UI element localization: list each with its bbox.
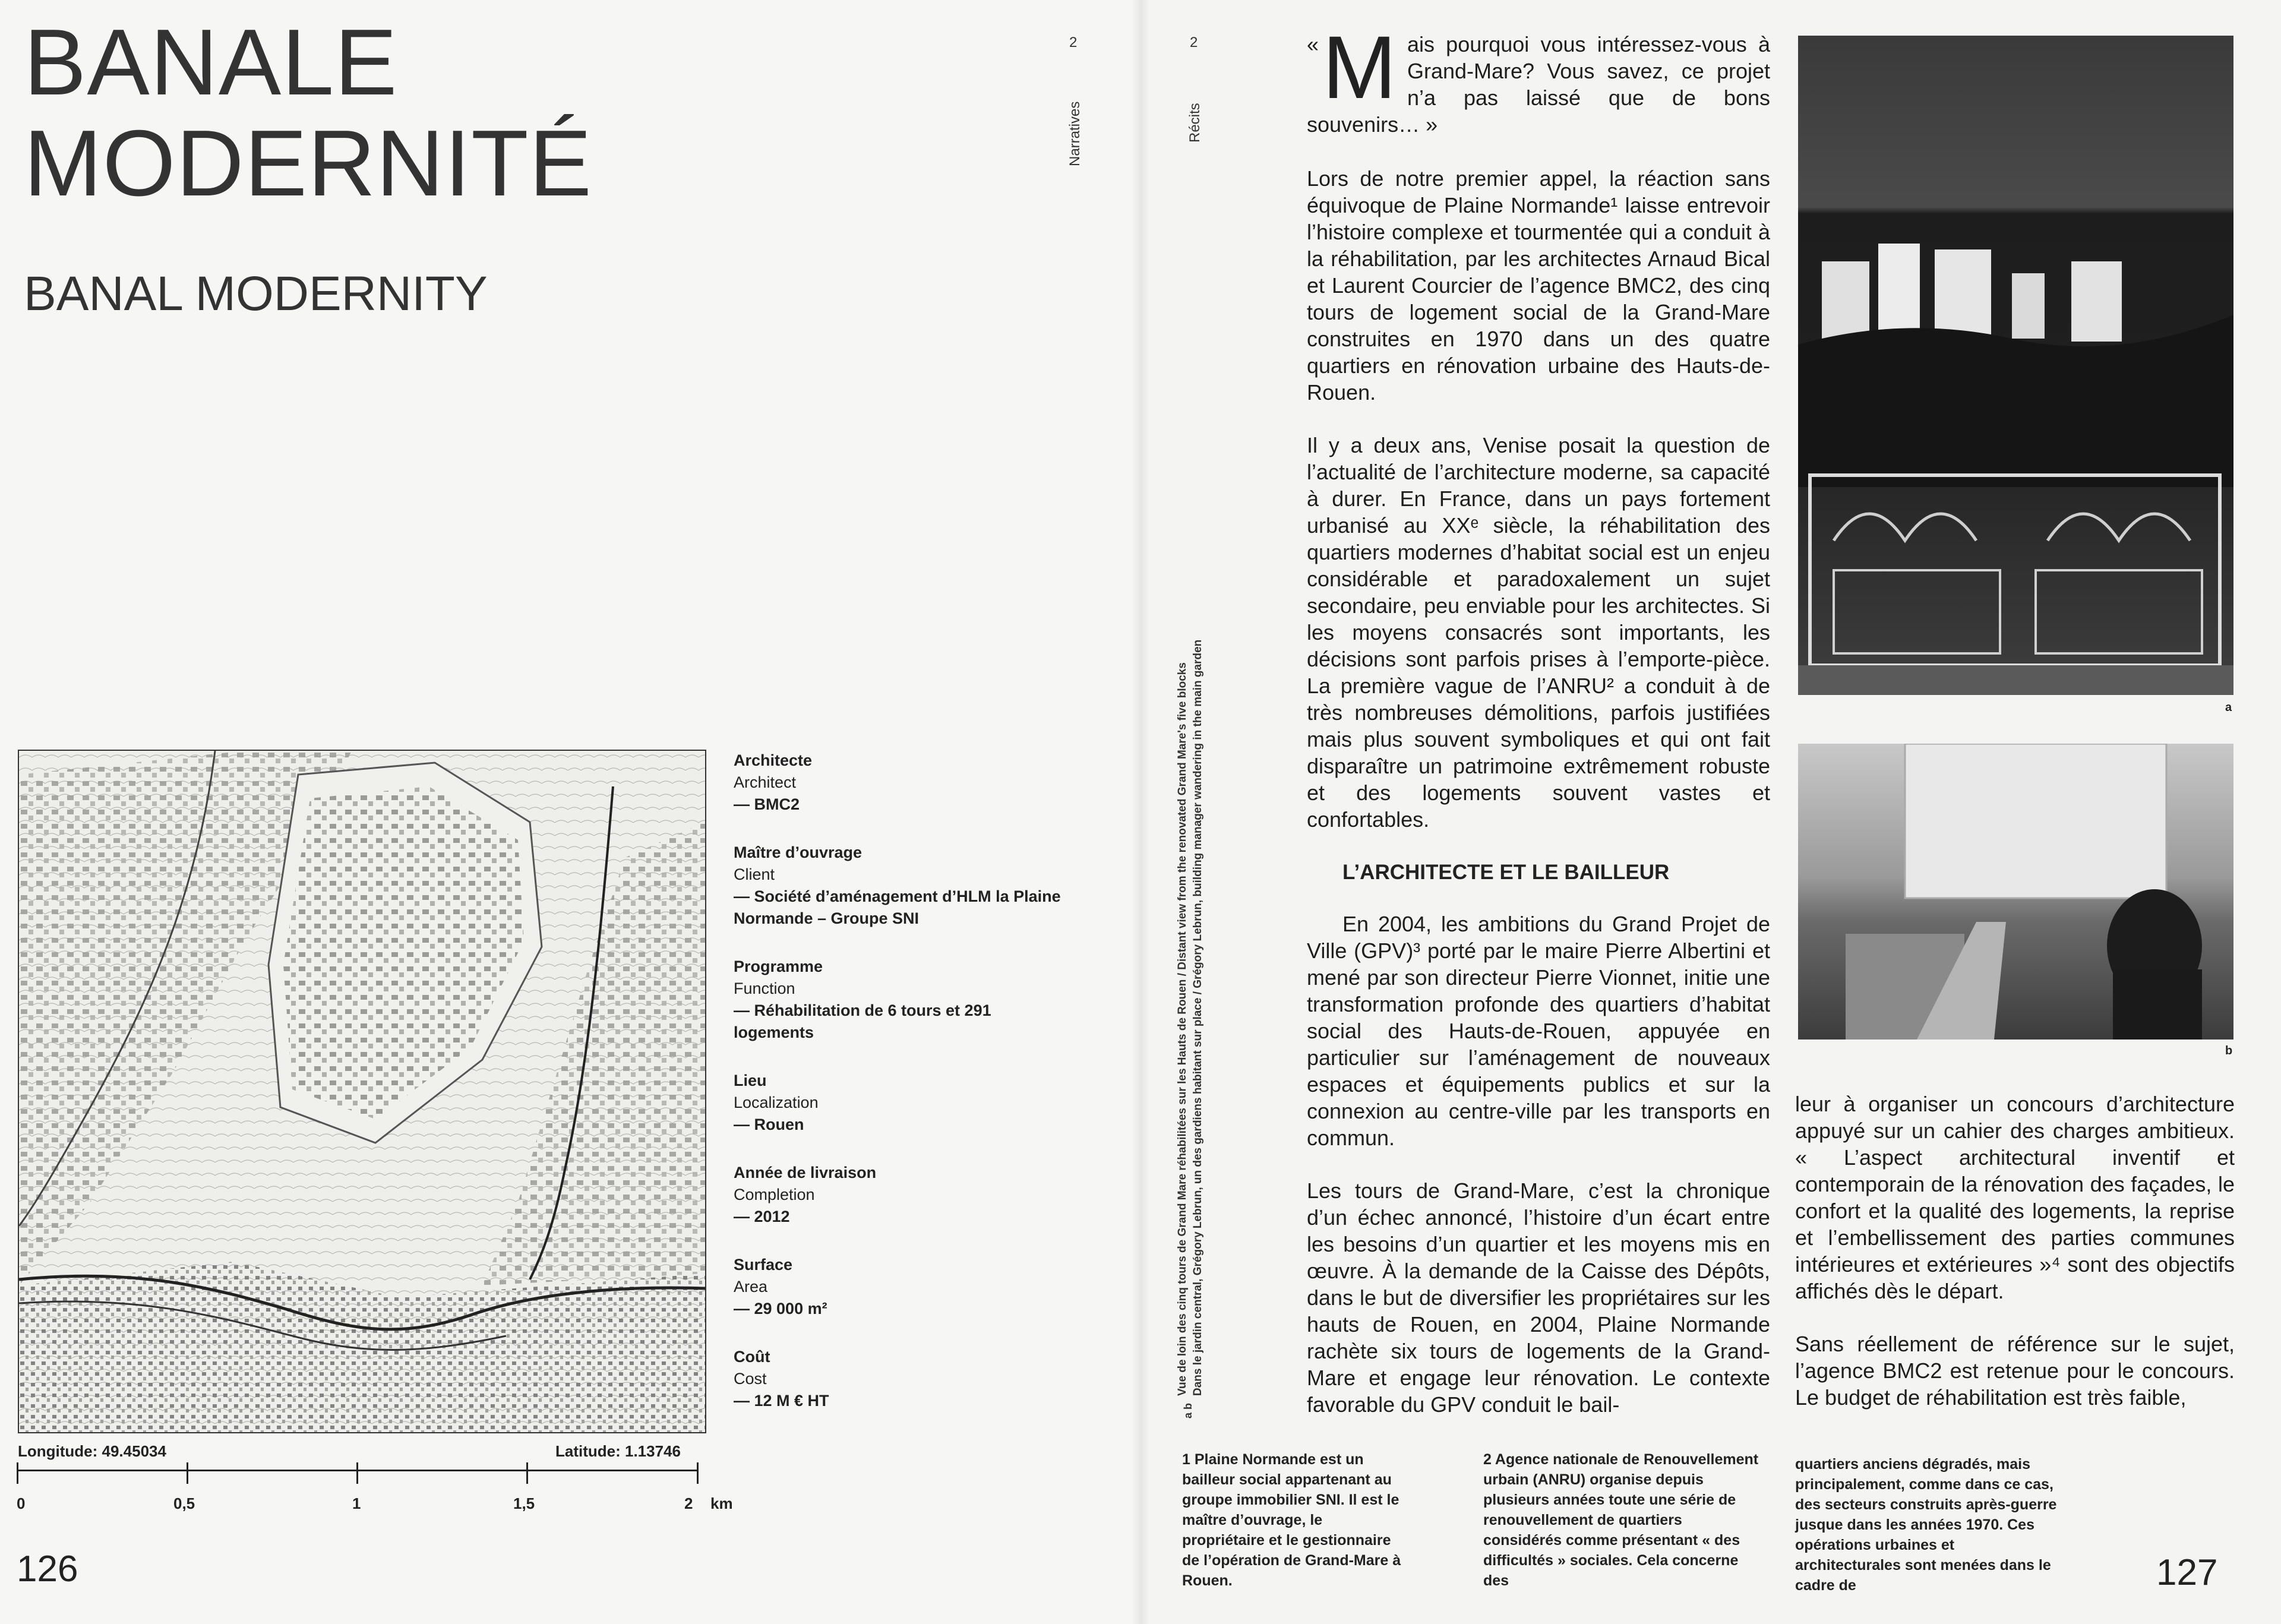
fact-label-fr: Programme [734, 958, 823, 975]
paragraph-4: Les tours de Grand-Mare, c’est la chronique d’un échec annoncé, l’histoire d’un écart entre les besoins d’un quartier et les moyens mis en œuvre. À la demande de la Caisse des Dépôts, dans le but de diversifier les propriétaires sur les hauts de Rouen, en 2004, Plaine Normande rachète six tours de logements de la Grand-Mare et engage leur rénovation. Le contexte favorable du GPV conduit le bail- [1307, 1178, 1770, 1417]
article-column-2 [1795, 1091, 2235, 1411]
site-map-drawing [19, 751, 705, 1432]
fact-function [734, 956, 1066, 1044]
photo-garden-drawing [1798, 744, 2233, 1040]
paragraph-3: En 2004, les ambitions du Grand Projet de Ville (GPV)³ porté par le maire Pierre Albertini et mené par son directeur Pierre Vionnet, initie une transformation profonde des quartiers d’habitat social des Hauts-de-Rouen, appuyée en particulier sur l’aménagement de nouveaux espaces et équipements publics et sur la connexion au centre-ville par les transports en commun. [1307, 912, 1770, 1150]
latitude-readout: Latitude: 1.13746 [555, 1442, 681, 1460]
scale-tick [356, 1462, 358, 1484]
fact-label-en: Cost [734, 1370, 767, 1388]
scale-label: 1,5 [513, 1495, 535, 1512]
page-subtitle: BANAL MODERNITY [24, 267, 488, 321]
page-number-right: 127 [2156, 1552, 2218, 1593]
title-line-2: MODERNITÉ [24, 111, 592, 216]
photo-towers-drawing [1798, 36, 2233, 695]
left-section-label: Narratives [1067, 101, 1083, 166]
paragraph-5: leur à organiser un concours d’architecture appuyé sur un cahier des charges ambitieux. « L’aspect architectural inventif et contemporain de la rénovation des façades, le confort et la qualité des logements, la reprise et l’embellissement des parties communes intérieures et extérieures »⁴ sont des objectifs affichés dès le départ. [1795, 1092, 2235, 1303]
left-section-number: 2 [1069, 34, 1078, 50]
page-title [24, 12, 592, 214]
fact-label-fr: Coût [734, 1348, 770, 1366]
fact-label-fr: Année de livraison [734, 1164, 877, 1181]
right-section-number: 2 [1190, 34, 1198, 50]
fact-value: — Réhabilitation de 6 tours et 291 logements [734, 1001, 991, 1041]
scale-label: 0 [17, 1495, 26, 1512]
scale-tick [17, 1462, 18, 1484]
fact-label-fr: Lieu [734, 1072, 767, 1089]
right-section-label: Récits [1187, 103, 1203, 143]
paragraph-1: Lors de notre premier appel, la réaction sans équivoque de Plaine Normande¹ laisse entrevoir l’histoire complexe et tourmentée qui a conduit à la réhabilitation, par les architectes Arnaud Bical et Laurent Courcier de l’agence BMC2, des cinq tours de logement social de la Grand-Mare construites en 1970 dans un des quatre quartiers en rénovation urbaine des Hauts-de-Rouen. [1307, 166, 1770, 405]
book-gutter [1131, 0, 1150, 1624]
fact-value: — 2012 [734, 1208, 790, 1225]
scale-tick [697, 1462, 699, 1484]
project-facts [734, 750, 1066, 1438]
drop-cap: M [1322, 17, 1397, 117]
fact-label-fr: Surface [734, 1256, 793, 1274]
fact-value: — Société d’aménagement d’HLM la Plaine Normande – Groupe SNI [734, 887, 1061, 927]
fact-client [734, 842, 1066, 930]
fact-label-en: Completion [734, 1186, 815, 1203]
section-heading: L’ARCHITECTE ET LE BAILLEUR [1342, 861, 1670, 884]
footnote-2: 2 Agence nationale de Renouvellement urbain (ANRU) organise depuis plusieurs années toute une série de renouvellement de quartiers considérés comme présentant « des difficultés » sociales. Cela concerne des [1483, 1451, 1759, 1589]
scale-tick [526, 1462, 528, 1484]
scale-label: 0,5 [173, 1495, 195, 1512]
photo-towers [1798, 36, 2233, 695]
fact-completion [734, 1162, 1066, 1228]
fact-label-en: Architect [734, 773, 797, 791]
title-line-1: BANALE [24, 10, 398, 115]
fact-architect [734, 750, 1066, 816]
article-column-1 [1307, 17, 1770, 1418]
fact-localization [734, 1070, 1066, 1136]
fact-cost [734, 1346, 1066, 1412]
fact-label-en: Localization [734, 1094, 819, 1111]
site-map [18, 750, 706, 1433]
photo-garden [1798, 744, 2233, 1040]
fact-label-en: Area [734, 1278, 768, 1296]
fact-value: — 12 M € HT [734, 1392, 829, 1410]
scale-tick [187, 1462, 188, 1484]
caption-letters: a b [1182, 1402, 1194, 1418]
photo-caption-a: Vue de loin des cinq tours de Grand Mare réhabilitées sur les Hauts de Rouen / Distant view from the renovated Grand Mare's five blocks [1176, 662, 1189, 1396]
longitude-readout: Longitude: 49.45034 [18, 1442, 166, 1460]
scale-label: 2 [684, 1495, 693, 1512]
intro-quote [1307, 17, 1770, 138]
photo-a-letter: a [2225, 701, 2232, 714]
paragraph-6: Sans réellement de référence sur le sujet, l’agence BMC2 est retenue pour le concours. Le budget de réhabilitation est très faible, [1795, 1332, 2235, 1410]
photo-caption-b: Dans le jardin central, Grégory Lebrun, un des gardiens habitant sur place / Grégory Lebrun, building manager wandering in the main garden [1192, 639, 1204, 1396]
paragraph-2: Il y a deux ans, Venise posait la question de l’actualité de l’architecture moderne, sa capacité à durer. En France, dans un pays fortement urbanisé au XXᵉ siècle, la réhabilitation des quartiers modernes d’habitat social est un enjeu considérable et paradoxalement un sujet secondaire, peu enviable pour les architectes. Si les moyens consacrés sont importants, les décisions sont parfois prises à l’emporte-pièce. La première vague de l’ANRU² a conduit à de très nombreuses démolitions, parfois justifiées mais plus souvent symboliques et qui ont fait disparaître un patrimoine extrêmement robuste et des logements souvent vastes et confortables. [1307, 433, 1770, 832]
fact-label-fr: Architecte [734, 751, 813, 769]
opening-quote: « [1307, 32, 1319, 56]
fact-label-fr: Maître d’ouvrage [734, 843, 863, 861]
scale-unit: km [710, 1495, 733, 1512]
page-number-left: 126 [17, 1549, 78, 1590]
scale-label: 1 [352, 1495, 361, 1512]
footnote-1: 1 Plaine Normande est un bailleur social appartenant au groupe immobilier SNI. Il est le maître d’ouvrage, le propriétaire et le gestionnaire de l’opération de Grand-Mare à Rouen. [1182, 1451, 1401, 1589]
footnote-2-continued: quartiers anciens dégradés, mais principalement, comme dans ce cas, des secteurs construits après-guerre jusque dans les années 1970. Ces opérations urbaines et architecturales sont menées dans le cadre de [1795, 1456, 2057, 1594]
fact-area [734, 1254, 1066, 1320]
fact-label-en: Function [734, 980, 795, 997]
fact-value: — Rouen [734, 1116, 804, 1133]
intro-text: ais pourquoi vous intéressez-vous à Grand-Mare? Vous savez, ce projet n’a pas laissé que de bons souvenirs… » [1307, 32, 1770, 137]
fact-value: — 29 000 m² [734, 1300, 827, 1317]
photo-b-letter: b [2225, 1044, 2233, 1057]
fact-value: — BMC2 [734, 795, 800, 813]
fact-label-en: Client [734, 865, 775, 883]
